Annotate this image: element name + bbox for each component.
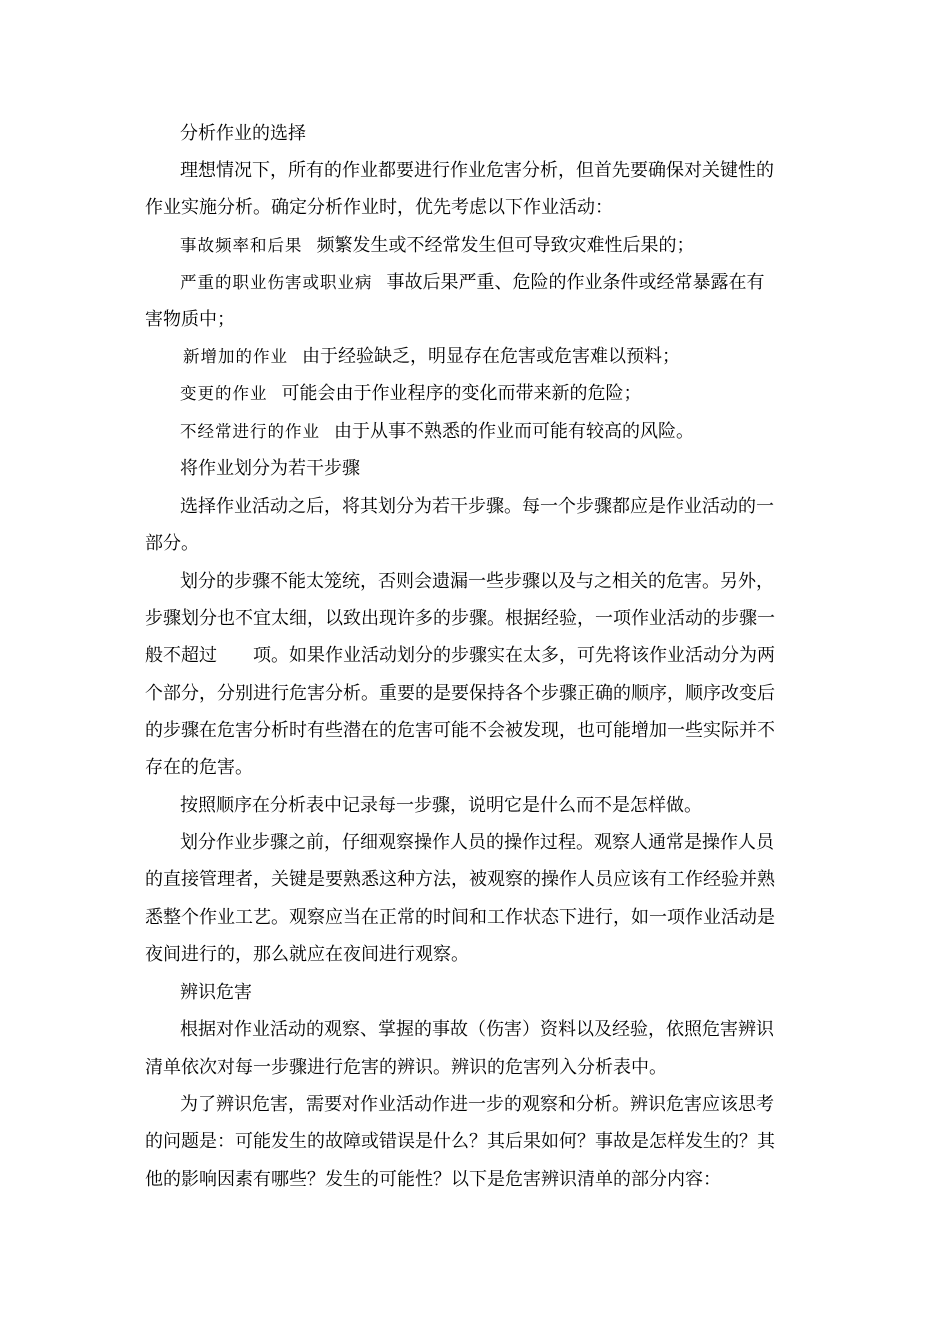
paragraph-line: 的直接管理者，关键是要熟悉这种方法，被观察的操作人员应该有工作经验并熟 xyxy=(145,869,775,890)
paragraph-line: 按照顺序在分析表中记录每一步骤，说明它是什么而不是怎样做。 xyxy=(180,795,702,816)
list-item-desc: 由于从事不熟悉的作业而可能有较高的风险。 xyxy=(334,421,694,442)
list-item-desc: 事故后果严重、危险的作业条件或经常暴露在有 xyxy=(386,272,765,293)
list-item-desc: 频繁发生或不经常发生但可导致灾难性后果的； xyxy=(316,235,695,256)
list-item-desc: 可能会由于作业程序的变化而带来新的危险； xyxy=(281,383,642,404)
paragraph-line: 划分的步骤不能太笼统，否则会遗漏一些步骤以及与之相关的危害。另外， xyxy=(180,571,774,592)
paragraph-line: 悉整个作业工艺。观察应当在正常的时间和工作状态下进行，如一项作业活动是 xyxy=(145,907,775,928)
list-item xyxy=(183,341,813,373)
list-item xyxy=(180,416,810,448)
section-heading-identify-hazards: 辨识危害 xyxy=(180,982,252,1003)
paragraph-line: 步骤划分也不宜太细，以致出现许多的步骤。根据经验，一项作业活动的步骤一 xyxy=(145,608,775,629)
paragraph-line: 部分。 xyxy=(145,533,199,554)
list-item-desc: 由于经验缺乏，明显存在危害或危害难以预料； xyxy=(302,346,680,367)
section-heading-job-selection: 分析作业的选择 xyxy=(180,123,306,144)
list-item-term: 严重的职业伤害或职业病 xyxy=(180,273,373,292)
paragraph-line: 作业实施分析。确定分析作业时，优先考虑以下作业活动： xyxy=(145,197,613,218)
list-item xyxy=(180,267,810,299)
list-item xyxy=(180,378,810,410)
list-item xyxy=(180,230,810,262)
paragraph-line: 他的影响因素有哪些？发生的可能性？以下是危害辨识清单的部分内容： xyxy=(145,1169,721,1190)
paragraph-line: 存在的危害。 xyxy=(145,757,253,778)
list-item-term: 变更的作业 xyxy=(180,384,268,403)
paragraph-line: 清单依次对每一步骤进行危害的辨识。辨识的危害列入分析表中。 xyxy=(145,1057,667,1078)
paragraph-line: 理想情况下，所有的作业都要进行作业危害分析，但首先要确保对关键性的 xyxy=(180,160,774,181)
section-heading-divide-steps: 将作业划分为若干步骤 xyxy=(180,458,360,479)
list-item-term: 不经常进行的作业 xyxy=(180,422,320,441)
paragraph-line: 般不超过 项。如果作业活动划分的步骤实在太多，可先将该作业活动分为两 xyxy=(145,645,775,666)
list-item-continuation: 害物质中； xyxy=(145,309,235,330)
paragraph-line: 为了辨识危害，需要对作业活动作进一步的观察和分析。辨识危害应该思考 xyxy=(180,1094,774,1115)
list-item-term: 事故频率和后果 xyxy=(180,236,303,255)
paragraph-line: 的步骤在危害分析时有些潜在的危害可能不会被发现，也可能增加一些实际并不 xyxy=(145,720,775,741)
paragraph-line: 夜间进行的，那么就应在夜间进行观察。 xyxy=(145,944,469,965)
paragraph-line: 选择作业活动之后，将其划分为若干步骤。每一个步骤都应是作业活动的一 xyxy=(180,496,774,517)
list-item-term: 新增加的作业 xyxy=(183,347,288,366)
paragraph-line: 个部分，分别进行危害分析。重要的是要保持各个步骤正确的顺序，顺序改变后 xyxy=(145,683,775,704)
paragraph-line: 的问题是：可能发生的故障或错误是什么？其后果如何？事故是怎样发生的？其 xyxy=(145,1131,775,1152)
paragraph-line: 划分作业步骤之前，仔细观察操作人员的操作过程。观察人通常是操作人员 xyxy=(180,832,774,853)
paragraph-line: 根据对作业活动的观察、掌握的事故（伤害）资料以及经验，依照危害辨识 xyxy=(180,1019,774,1040)
